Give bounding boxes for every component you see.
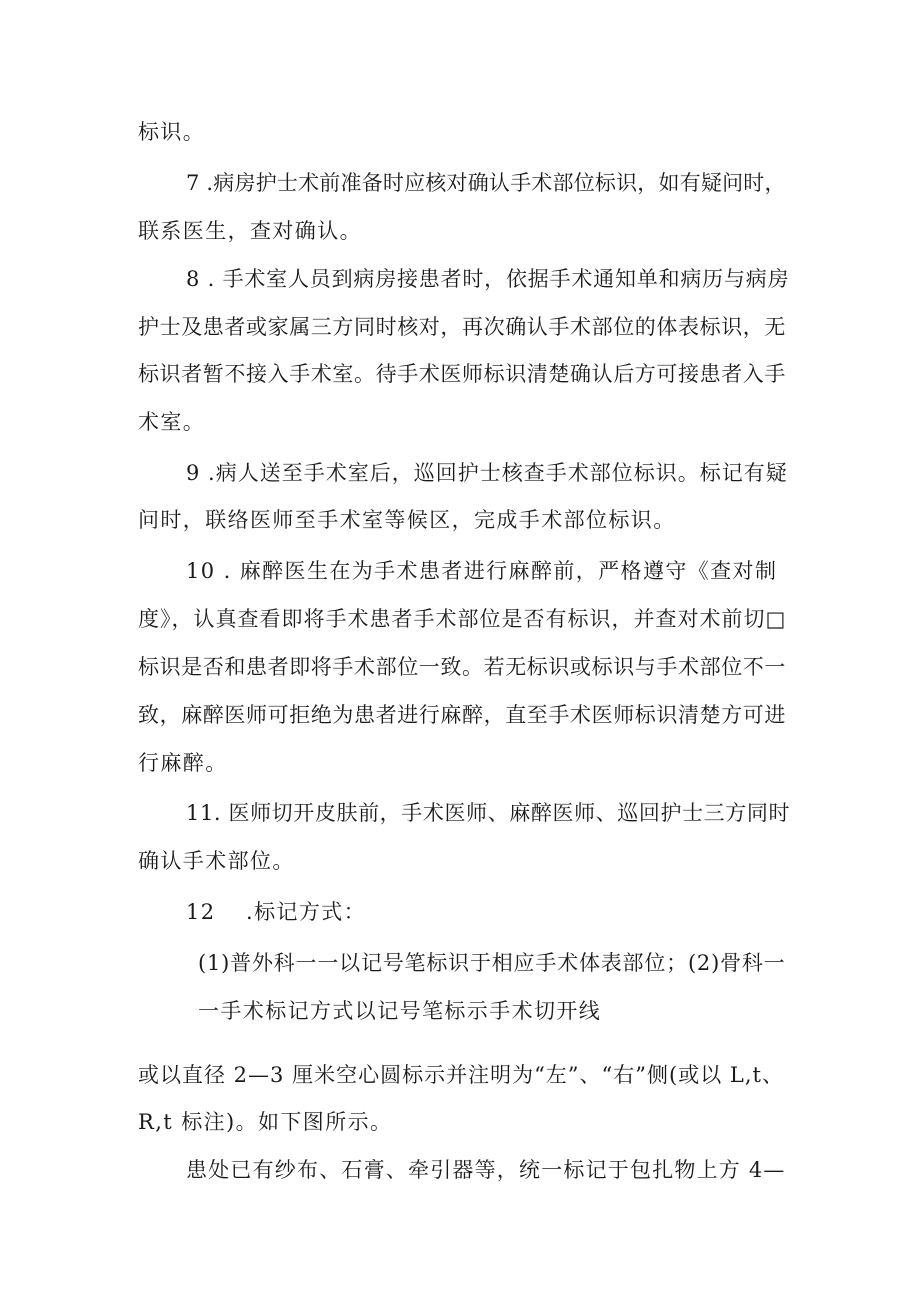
text-line: 度》，认真查看即将手术患者手术部位是否有标识，并查对术前切□ (138, 607, 787, 631)
text-line: (1)普外科一一以记号笔标识于相应手术体表部位；(2)骨科一 (198, 951, 786, 975)
text-line: 或以直径 2—3 厘米空心圆标示并注明为“左”、“右”侧(或以 L,t、 (138, 1063, 784, 1087)
text-line: 联系医生，查对确认。 (138, 219, 362, 243)
text-line: 确认手术部位。 (138, 849, 295, 873)
text-line: 护士及患者或家属三方同时核对，再次确认手术部位的体表标识，无 (138, 315, 786, 339)
text-line: 术室。 (138, 410, 206, 434)
text-line: 行麻醉。 (138, 751, 228, 775)
text-line: 9 .病人送至手术室后，巡回护士核查手术部位标识。标记有疑 (186, 461, 788, 485)
text-line: 11. 医师切开皮肤前，手术医师、麻醉医师、巡回护士三方同时 (186, 801, 791, 825)
text-line: 8 . 手术室人员到病房接患者时，依据手术通知单和病历与病房 (186, 267, 790, 291)
text-line: 患处已有纱布、石膏、牵引器等，统一标记于包扎物上方 4— (186, 1158, 786, 1182)
text-line: 12 .标记方式： (186, 900, 367, 924)
text-line: 7 .病房护士术前准备时应核对确认手术部位标识，如有疑问时， (186, 171, 786, 195)
text-line: 标识者暂不接入手术室。待手术医师标识清楚确认后方可接患者入手 (138, 362, 786, 386)
text-line: 标识。 (138, 120, 206, 144)
text-line: 问时，联络医师至手术室等候区，完成手术部位标识。 (138, 508, 676, 532)
text-line: 致，麻醉医师可拒绝为患者进行麻醉，直至手术医师标识清楚方可进 (138, 703, 786, 727)
text-line: 10 . 麻醉医生在为手术患者进行麻醉前，严格遵守《查对制 (186, 559, 778, 583)
text-line: 一手术标记方式以记号笔标示手术切开线 (198, 999, 602, 1023)
text-line: 标识是否和患者即将手术部位一致。若无标识或标识与手术部位不一 (138, 655, 786, 679)
text-line: R,t 标注)。如下图所示。 (138, 1110, 393, 1134)
